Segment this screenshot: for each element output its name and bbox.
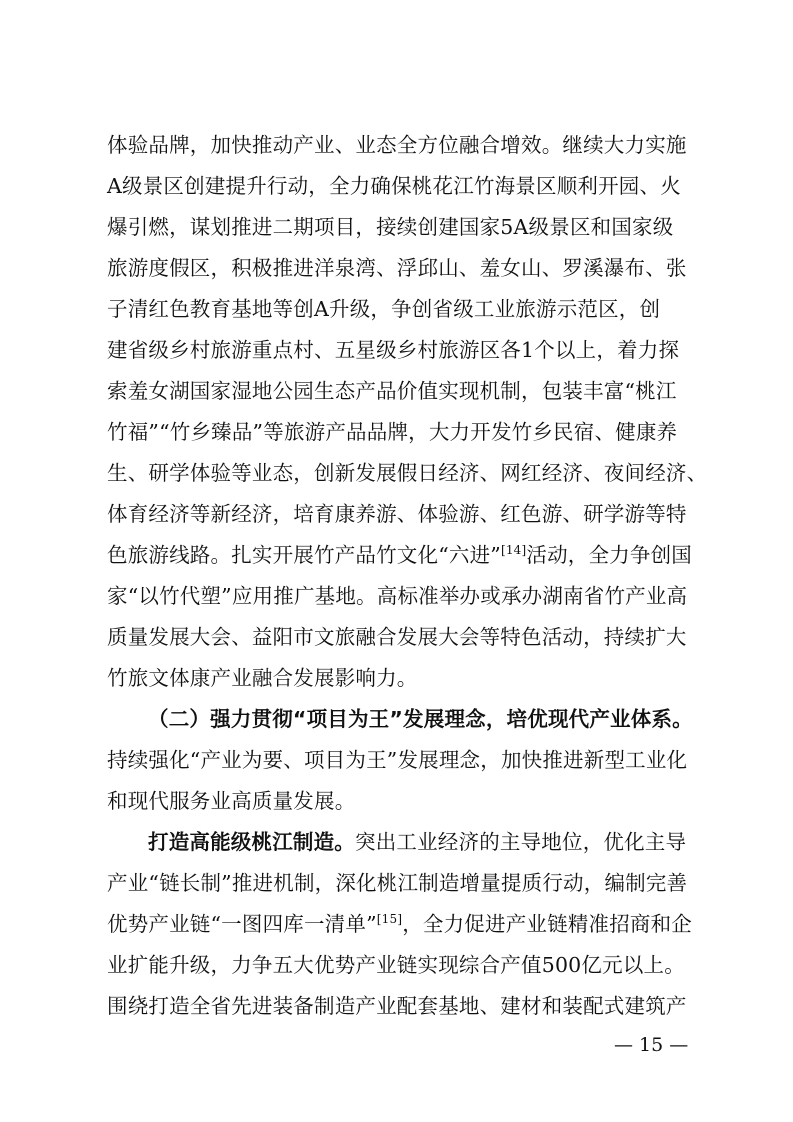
footnote-ref-15: [15] <box>376 912 403 927</box>
text-segment: 突出工业经济的主导地位，优化主导 <box>355 830 687 854</box>
body-line: 竹旅文体康产业融合发展影响力。 <box>107 666 418 690</box>
body-line: 爆引燃，谋划推进二期项目，接续创建国家5A级景区和国家级 <box>107 215 674 239</box>
body-line: 产业“链长制”推进机制，深化桃江制造增量提质行动，编制完善 <box>107 871 688 895</box>
body-line-with-footnote <box>107 909 693 939</box>
body-line: 竹福”“竹乡臻品”等旅游产品品牌，大力开发竹乡民宿、健康养 <box>107 420 678 444</box>
text-segment: 色旅游线路。扎实开展竹产品竹文化“六进” <box>107 543 501 567</box>
body-line: 质量发展大会、益阳市文旅融合发展大会等特色活动，持续扩大 <box>107 625 687 649</box>
text-segment: ，全力促进产业链精准招商和企 <box>402 912 693 936</box>
body-line: 旅游度假区，积极推进洋泉湾、浮邱山、羞女山、罗溪瀑布、张 <box>107 256 687 280</box>
body-line: 索羞女湖国家湿地公园生态产品价值实现机制，包装丰富“桃江 <box>107 379 677 403</box>
body-line-with-footnote <box>107 540 693 570</box>
page-number: — 15 — <box>614 1034 689 1056</box>
body-line: 和现代服务业高质量发展。 <box>107 789 356 813</box>
paragraph-lead: 打造高能级桃江制造。 <box>148 830 355 854</box>
text-segment: 优势产业链“一图四库一清单” <box>107 912 377 936</box>
body-line: 持续强化“产业为要、项目为王”发展理念，加快推进新型工业化 <box>107 748 688 772</box>
body-line: 围绕打造全省先进装备制造产业配套基地、建材和装配式建筑产 <box>107 994 687 1018</box>
body-line: 子清红色教育基地等创A升级，争创省级工业旅游示范区，创 <box>107 297 661 321</box>
body-line: 业扩能升级，力争五大优势产业链实现综合产值500亿元以上。 <box>107 953 685 977</box>
body-line: A级景区创建提升行动，全力确保桃花江竹海景区顺利开园、火 <box>107 174 681 198</box>
text-segment: 活动，全力争创国 <box>526 543 693 567</box>
paragraph-first-line <box>148 827 688 857</box>
section-heading: （二）强力贯彻“项目为王”发展理念，培优现代产业体系。 <box>148 707 693 731</box>
footnote-ref-14: [14] <box>500 543 527 558</box>
body-line: 生、研学体验等业态，创新发展假日经济、网红经济、夜间经济、 <box>107 461 708 485</box>
body-line: 建省级乡村旅游重点村、五星级乡村旅游区各1个以上，着力探 <box>107 338 680 362</box>
body-line: 体育经济等新经济，培育康养游、体验游、红色游、研学游等特 <box>107 502 687 526</box>
body-line: 体验品牌，加快推动产业、业态全方位融合增效。继续大力实施 <box>107 133 687 157</box>
body-line: 家“以竹代塑”应用推广基地。高标准举办或承办湖南省竹产业高 <box>107 584 688 608</box>
